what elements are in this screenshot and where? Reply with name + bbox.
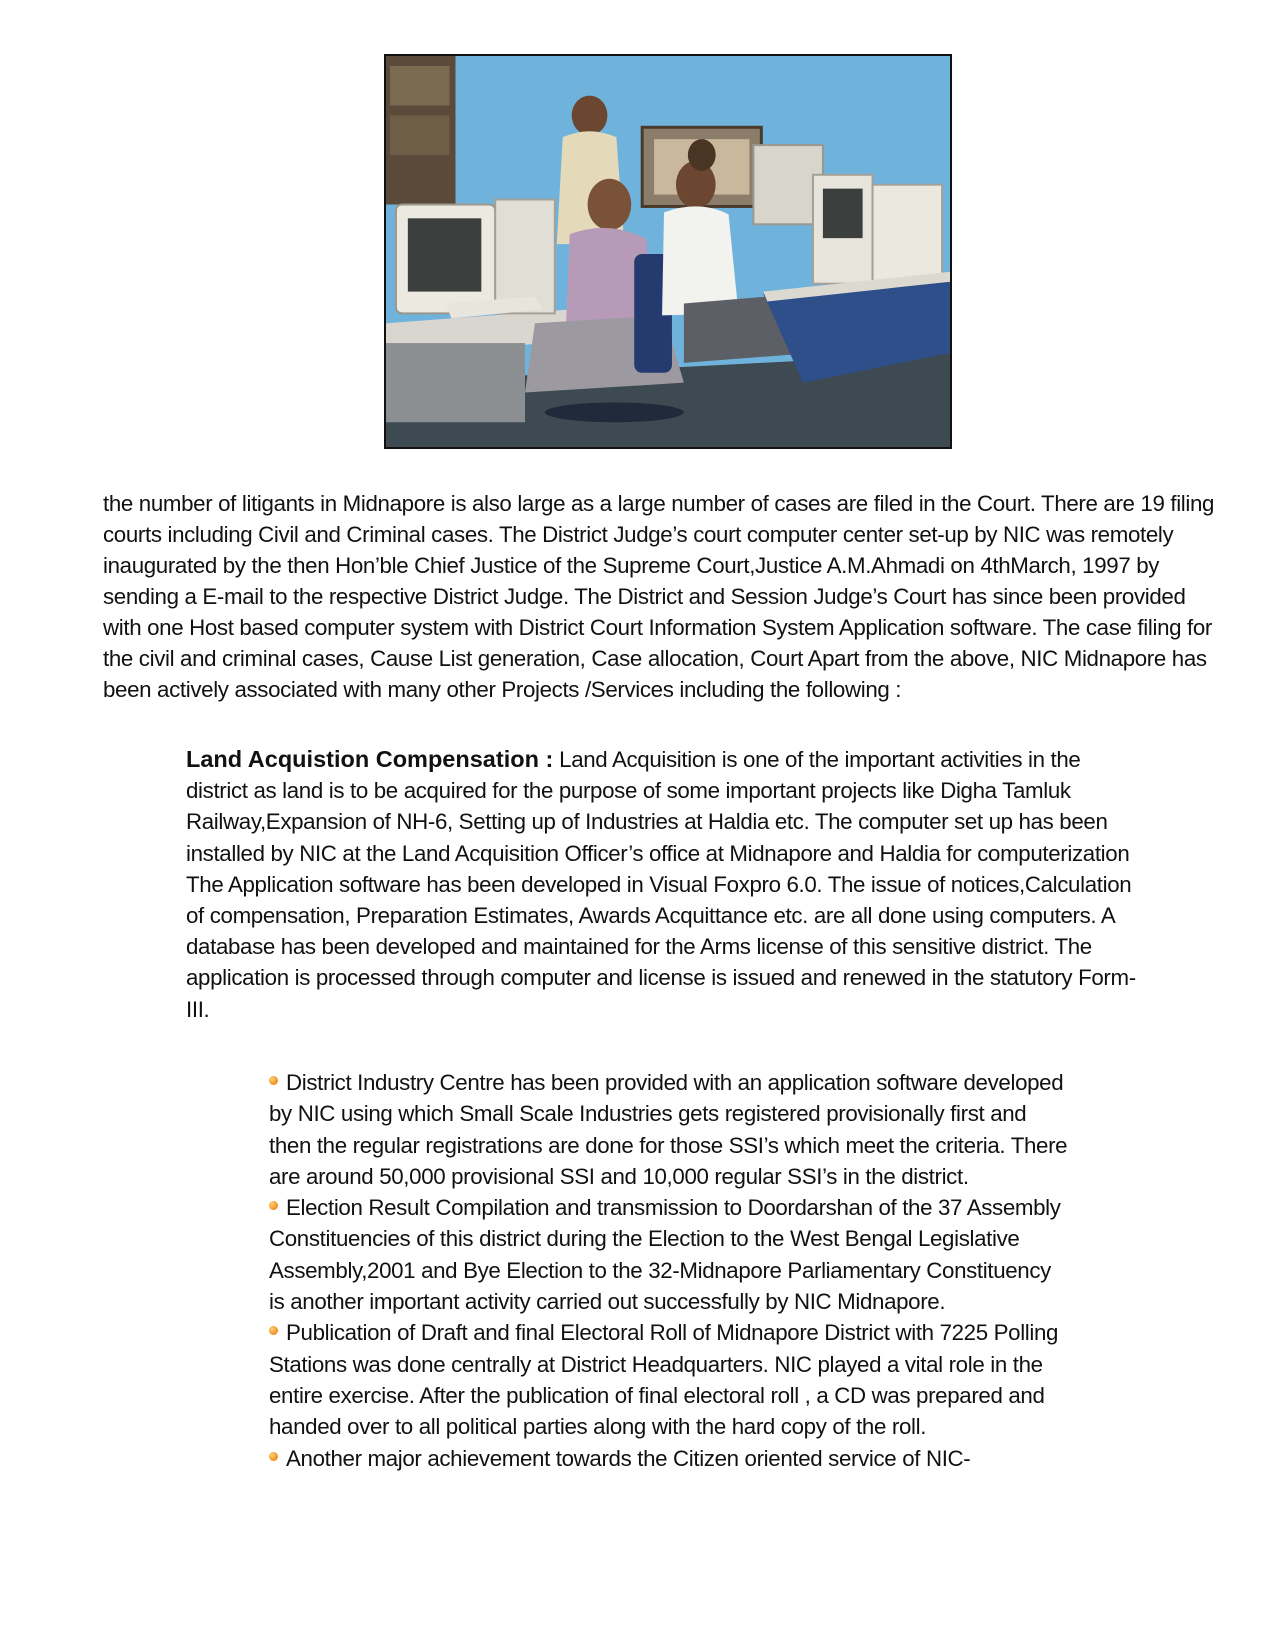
land-acquisition-body: Land Acquisition is one of the important activities in the district as land is to be acquired for the purpose of some important projects like Digha Tamluk Railway,Expansion of NH-6, Setting up of Industries at Haldia etc. The computer set up has been installed by NIC at the Land Acquisition Officer’s office at Midnapore and Haldia for computerization The Application software has been developed in Visual Foxpro 6.0. The issue of notices,Calculation of compensation, Preparation Estimates, Awards Acquittance etc. are all done using computers. A database has been developed and maintained for the Arms license of this sensitive district. The application is processed through computer and license is issued and renewed in the statutory Form-III. xyxy=(186,747,1136,1022)
list-item xyxy=(269,1067,1069,1192)
bullet-text: District Industry Centre has been provided with an application software developed by NIC using which Small Scale Industries gets registered provisionally first and then the regular registrations are done for those SSI’s which meet the criteria. There are around 50,000 provisional SSI and 10,000 regular SSI’s in the district. xyxy=(269,1070,1068,1189)
list-item xyxy=(269,1317,1069,1442)
bullet-text: Publication of Draft and final Electoral Roll of Midnapore District with 7225 Polling Stations was done centrally at District Headquarters. NIC played a vital role in the entire exercise. After the publication of final electoral roll , a CD was prepared and handed over to all political parties along with the hard copy of the roll. xyxy=(269,1320,1059,1440)
land-acquisition-section xyxy=(186,744,1146,1025)
bullet-icon xyxy=(269,1076,278,1085)
bullet-text: Election Result Compilation and transmission to Doordarshan of the 37 Assembly Constituencies of this district during the Election to the West Bengal Legislative Assembly,2001 and Bye Election to the 32-Midnapore Parliamentary Constituency is another important activity carried out successfully by NIC Midnapore. xyxy=(269,1195,1061,1315)
bullet-text: Another major achievement towards the Citizen oriented service of NIC- xyxy=(286,1445,971,1471)
land-acquisition-heading: Land Acquistion Compensation : xyxy=(186,746,554,772)
project-bullet-list xyxy=(269,1067,1069,1474)
bullet-icon xyxy=(269,1452,278,1461)
intro-paragraph: the number of litigants in Midnapore is also large as a large number of cases are filed in the Court. There are 19 filing courts including Civil and Criminal cases. The District Judge’s court computer center set-up by NIC was remotely inaugurated by the then Hon’ble Chief Justice of the Supreme Court,Justice A.M.Ahmadi on 4thMarch, 1997 by sending a E-mail to the respective District Judge. The District and Session Judge’s Court has since been provided with one Host based computer system with District Court Information System Application software. The case filing for the civil and criminal cases, Cause List generation, Case allocation, Court Apart from the above, NIC Midnapore has been actively associated with many other Projects /Services including the following : xyxy=(103,491,1215,702)
bullet-icon xyxy=(269,1326,278,1335)
list-item xyxy=(269,1443,1069,1474)
computer-lab-photo-icon xyxy=(386,56,950,447)
list-item xyxy=(269,1192,1069,1317)
computer-lab-photo xyxy=(384,54,952,449)
bullet-icon xyxy=(269,1201,278,1210)
